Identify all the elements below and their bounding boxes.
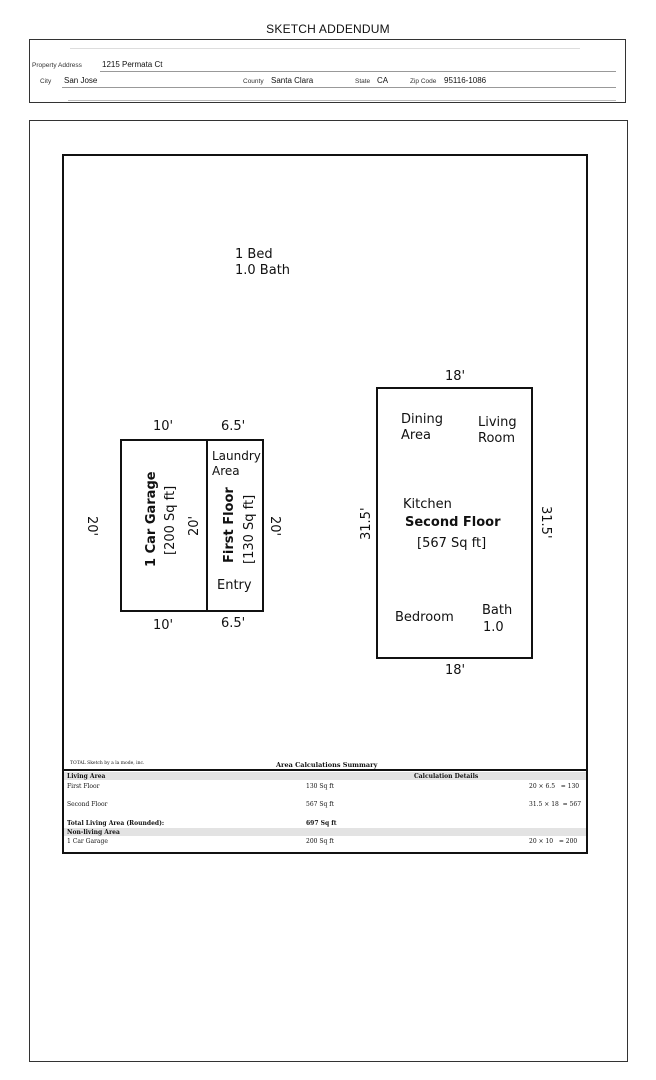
county-label: County <box>243 78 264 85</box>
property-address-value: 1215 Permata Ct <box>102 60 163 69</box>
nonliving-area-header: Non-living Area <box>67 829 120 836</box>
dining-label-1: Dining <box>401 412 443 427</box>
dining-label-2: Area <box>401 428 431 443</box>
second-floor-dim-left: 31.5' <box>359 507 374 540</box>
living-label-1: Living <box>478 415 517 430</box>
summary-title: Area Calculations Summary <box>276 761 378 769</box>
row-second-floor-calc: 31.5 × 18 = 567 <box>529 801 582 808</box>
living-label-2: Room <box>478 431 516 446</box>
entry-label: Entry <box>217 578 252 593</box>
city-value: San Jose <box>64 76 98 85</box>
state-label: State <box>355 78 371 85</box>
calc-details-header: Calculation Details <box>414 773 479 780</box>
first-floor-name: First Floor <box>222 487 237 563</box>
garage-dim-bottom: 10' <box>153 618 174 633</box>
divider <box>70 48 580 49</box>
living-header-bg <box>64 772 586 780</box>
summary-beds: 1 Bed <box>235 247 273 262</box>
living-area-header: Living Area <box>67 773 106 780</box>
total-living-label: Total Living Area (Rounded): <box>67 820 165 827</box>
city-label: City <box>40 78 52 85</box>
kitchen-label: Kitchen <box>403 497 452 512</box>
second-floor-dim-bottom: 18' <box>445 663 466 678</box>
divider <box>68 100 616 101</box>
document-title: SKETCH ADDENDUM <box>266 22 390 36</box>
second-floor-name: Second Floor <box>405 515 501 530</box>
laundry-label-2: Area <box>212 464 240 478</box>
first-floor-dim-right: 20' <box>267 516 282 537</box>
row-garage-name: 1 Car Garage <box>67 838 108 845</box>
total-living-value: 697 Sq ft <box>306 820 337 827</box>
row-first-floor-name: First Floor <box>67 783 100 790</box>
row-garage-area: 200 Sq ft <box>306 838 334 845</box>
second-floor-dim-top: 18' <box>445 369 466 384</box>
garage-dim-top: 10' <box>153 419 174 434</box>
laundry-label-1: Laundry <box>212 449 261 463</box>
divider <box>100 71 616 72</box>
summary-divider <box>62 769 588 771</box>
row-garage-calc: 20 × 10 = 200 <box>529 838 578 845</box>
county-value: Santa Clara <box>271 76 314 85</box>
nonliving-header-bg <box>64 828 586 836</box>
summary-baths: 1.0 Bath <box>235 263 291 278</box>
bath-label-2: 1.0 <box>483 620 504 635</box>
state-value: CA <box>377 76 389 85</box>
zip-value: 95116-1086 <box>444 76 487 85</box>
row-first-floor-calc: 20 × 6.5 = 130 <box>529 783 580 790</box>
first-floor-dim-top: 6.5' <box>221 419 246 434</box>
row-second-floor-name: Second Floor <box>67 801 108 808</box>
software-credit: TOTAL Sketch by a la mode, inc. <box>70 761 145 766</box>
row-second-floor-area: 567 Sq ft <box>306 801 334 808</box>
garage-dim-right: 20' <box>187 515 202 536</box>
first-floor-dim-bottom: 6.5' <box>221 616 246 631</box>
bath-label-1: Bath <box>482 603 513 618</box>
zip-label: Zip Code <box>410 78 437 85</box>
second-floor-area: [567 Sq ft] <box>417 536 487 551</box>
divider <box>62 87 616 88</box>
garage-area: [200 Sq ft] <box>163 485 178 555</box>
property-address-label: Property Address <box>32 62 82 69</box>
bedroom-label: Bedroom <box>395 610 454 625</box>
row-first-floor-area: 130 Sq ft <box>306 783 334 790</box>
garage-dim-left: 20' <box>84 516 99 537</box>
second-floor-dim-right: 31.5' <box>538 506 553 539</box>
first-floor-area: [130 Sq ft] <box>242 494 257 564</box>
garage-name: 1 Car Garage <box>144 471 159 567</box>
